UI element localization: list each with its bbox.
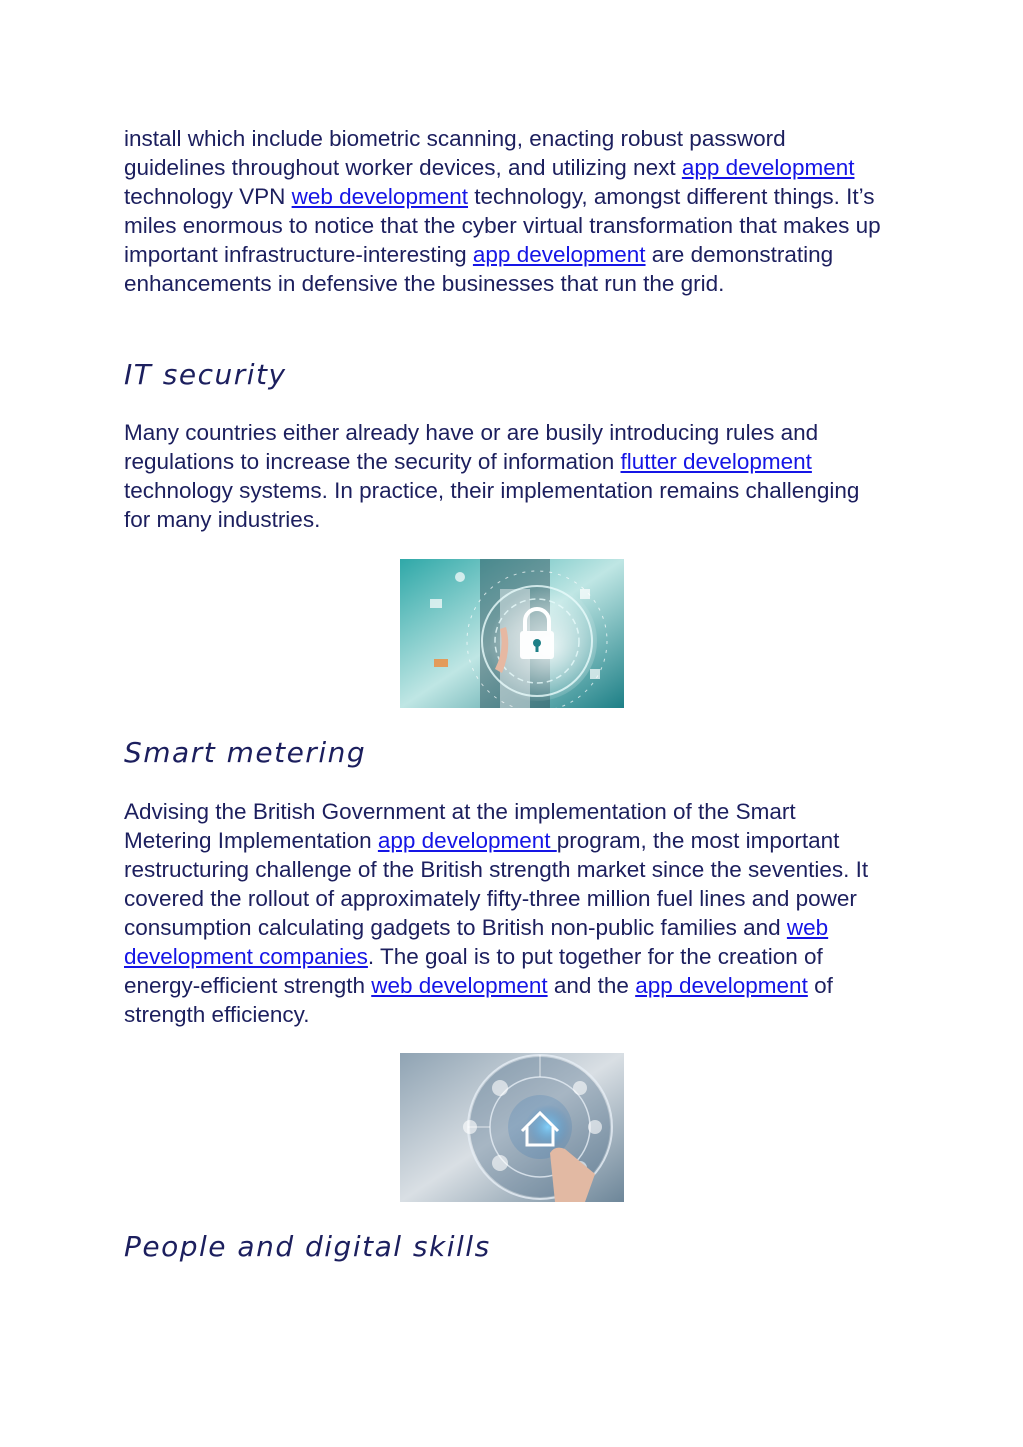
app-development-link[interactable]: app development [635,973,808,998]
web-development-link[interactable]: web development [291,184,468,209]
it-security-body [124,418,884,534]
section-heading: IT security [124,358,287,391]
cyber-security-lock-image [400,559,624,708]
it-security-paragraph [124,418,884,534]
section-text: . The goal is to put together for the creation of energy-efficient strength [124,944,823,998]
intro-text: technology VPN [124,184,292,209]
section-text: Many countries either already have or are busily introducing rules and regulations to increase the security of information [124,420,819,474]
section-text: program, the most important restructuring challenge of the British strength market since the seventies. It covered the rollout of approximately fifty-three million fuel lines and power consumption calculating gadgets to British non-public families and [124,828,869,940]
section-heading: People and digital skills [124,1230,491,1263]
smart-metering-paragraph [124,797,884,1029]
smart-home-interface-image [400,1053,624,1202]
section-it-security [124,358,884,391]
web-development-link[interactable]: web development [371,973,548,998]
house-icon [400,1053,624,1202]
section-smart-metering [124,736,884,769]
section-text: and the [547,973,636,998]
web-development-companies-link[interactable]: web development companies [124,915,829,969]
padlock-icon [400,559,624,708]
intro-paragraph [124,124,884,298]
intro-block [124,124,884,298]
intro-text: install which include biometric scanning, enacting robust password guidelines throughout worker devices, and utilizing next [124,126,786,180]
app-development-link[interactable]: app development [377,828,557,853]
app-development-link[interactable]: app development [681,155,855,180]
section-people-digital-skills [124,1230,884,1263]
section-text: of strength efficiency. [124,973,833,1027]
flutter-development-link[interactable]: flutter development [620,449,812,474]
smart-metering-body [124,797,884,1029]
section-text: technology systems. In practice, their implementation remains challenging for many industries. [124,478,860,532]
section-heading: Smart metering [124,736,367,769]
app-development-link[interactable]: app development [472,242,646,267]
intro-text: technology, amongst different things. It’s miles enormous to notice that the cyber virtual transformation that makes up important infrastructure-interesting [124,184,881,267]
intro-text: are demonstrating enhancements in defensive the businesses that run the grid. [124,242,834,296]
section-text: Advising the British Government at the implementation of the Smart Metering Implementation [124,799,796,853]
